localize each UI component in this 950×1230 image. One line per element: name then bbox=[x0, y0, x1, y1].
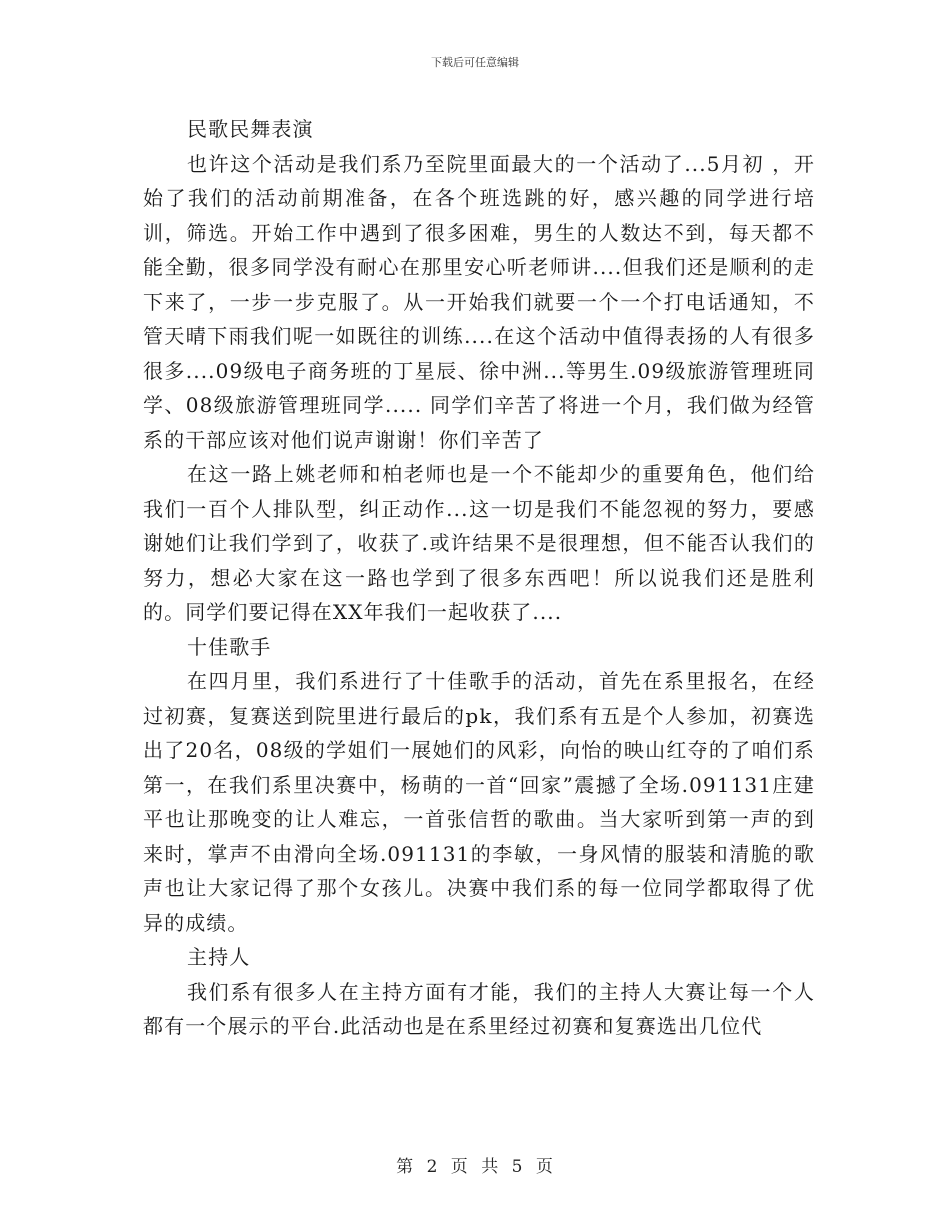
document-body bbox=[143, 112, 815, 1044]
footer-total-pages: 5 bbox=[511, 1157, 524, 1177]
footer-prefix: 第 bbox=[396, 1157, 415, 1177]
footer-suffix: 页 bbox=[535, 1157, 554, 1177]
section-heading-host: 主持人 bbox=[187, 945, 251, 969]
footer-total-prefix: 共 bbox=[481, 1157, 500, 1177]
section-heading-folk-dance: 民歌民舞表演 bbox=[187, 117, 314, 141]
footer-page-word: 页 bbox=[450, 1157, 469, 1177]
paragraph: 在这一路上姚老师和柏老师也是一个不能却少的重要角色，他们给我们一百个人排队型，纠正动作...这一切是我们不能忽视的努力，要感谢她们让我们学到了，收获了.或许结果不是很理想，但不能否认我们的努力，想必大家在这一路也学到了很多东西吧！所以说我们还是胜利的。同学们要记得在XX年我们一起收获了.... bbox=[143, 462, 815, 624]
paragraph: 我们系有很多人在主持方面有才能，我们的主持人大赛让每一个人都有一个展示的平台.此活动也是在系里经过初赛和复赛选出几位代 bbox=[143, 979, 815, 1038]
page-footer bbox=[0, 1152, 950, 1177]
paragraph: 也许这个活动是我们系乃至院里面最大的一个活动了...5月初 ，开始了我们的活动前期准备，在各个班选跳的好，感兴趣的同学进行培训，筛选。开始工作中遇到了很多困难，男生的人数达不到，每天都不能全勤，很多同学没有耐心在那里安心听老师讲....但我们还是顺利的走下来了，一步一步克服了。从一开始我们就要一个一个打电话通知，不管天晴下雨我们呢一如既往的训练....在这个活动中值得表扬的人有很多很多....09级电子商务班的丁星辰、徐中洲...等男生.09级旅游管理班同学、08级旅游管理班同学..... 同学们辛苦了将进一个月，我们做为经管系的干部应该对他们说声谢谢！你们辛苦了 bbox=[143, 151, 815, 452]
header-note: 下载后可任意编辑 bbox=[431, 56, 519, 69]
paragraph: 在四月里，我们系进行了十佳歌手的活动，首先在系里报名，在经过初赛，复赛送到院里进行最后的pk，我们系有五是个人参加，初赛选出了20名，08级的学姐们一展她们的风彩，向怡的映山红夺的了咱们系第一，在我们系里决赛中，杨萌的一首“回家”震撼了全场.091131庄建平也让那晚变的让人难忘，一首张信哲的歌曲。当大家听到第一声的到来时，掌声不由滑向全场.091131的李敏，一身风情的服装和清脆的歌声也让大家记得了那个女孩儿。决赛中我们系的每一位同学都取得了优异的成绩。 bbox=[143, 669, 815, 935]
section-heading-top-ten-singers: 十佳歌手 bbox=[187, 634, 272, 659]
footer-current-page: 2 bbox=[426, 1157, 439, 1177]
